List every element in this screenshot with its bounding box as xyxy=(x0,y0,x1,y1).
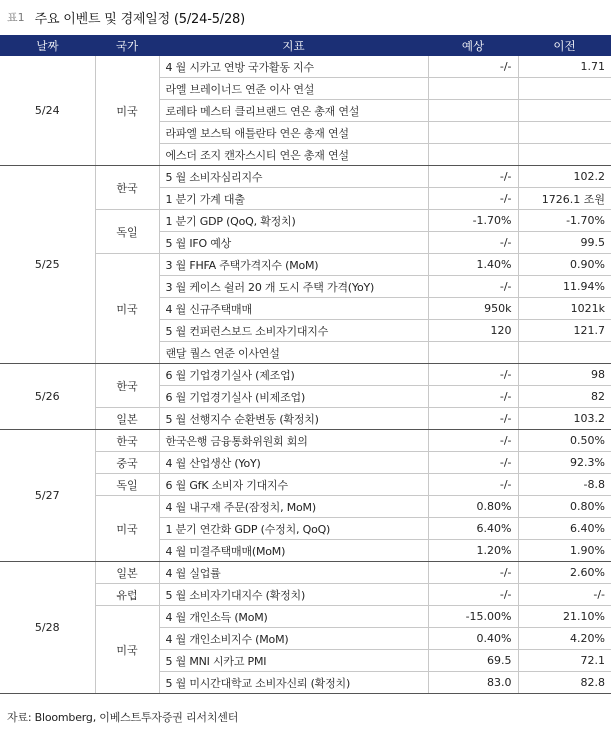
expected-cell: -/- xyxy=(428,562,518,584)
expected-cell: -/- xyxy=(428,364,518,386)
expected-cell: 6.40% xyxy=(428,518,518,540)
expected-cell: 83.0 xyxy=(428,672,518,694)
previous-cell: -/- xyxy=(518,584,611,606)
previous-cell: 0.90% xyxy=(518,254,611,276)
expected-cell: -/- xyxy=(428,188,518,210)
indicator-cell: 1 분기 가계 대출 xyxy=(159,188,428,210)
country-cell: 일본 xyxy=(95,408,159,430)
previous-cell: 2.60% xyxy=(518,562,611,584)
date-cell: 5/26 xyxy=(0,364,95,430)
expected-cell xyxy=(428,122,518,144)
expected-cell xyxy=(428,144,518,166)
previous-cell xyxy=(518,78,611,100)
indicator-cell: 4 월 신규주택매매 xyxy=(159,298,428,320)
event-schedule-table xyxy=(0,35,611,694)
country-cell: 미국 xyxy=(95,254,159,364)
previous-cell: 99.5 xyxy=(518,232,611,254)
expected-cell: 950k xyxy=(428,298,518,320)
indicator-cell: 4 월 개인소득 (MoM) xyxy=(159,606,428,628)
table-row xyxy=(0,166,611,188)
previous-cell: 1021k xyxy=(518,298,611,320)
indicator-cell: 4 월 미결주택매매(MoM) xyxy=(159,540,428,562)
country-cell: 한국 xyxy=(95,430,159,452)
indicator-cell: 4 월 개인소비지수 (MoM) xyxy=(159,628,428,650)
indicator-cell: 4 월 내구재 주문(잠정치, MoM) xyxy=(159,496,428,518)
indicator-cell: 6 월 기업경기실사 (제조업) xyxy=(159,364,428,386)
expected-cell: -15.00% xyxy=(428,606,518,628)
indicator-cell: 3 월 케이스 쉴러 20 개 도시 주택 가격(YoY) xyxy=(159,276,428,298)
previous-cell: 102.2 xyxy=(518,166,611,188)
previous-cell xyxy=(518,342,611,364)
previous-cell: 82 xyxy=(518,386,611,408)
expected-cell: 1.20% xyxy=(428,540,518,562)
expected-cell xyxy=(428,342,518,364)
indicator-cell: 6 월 GfK 소비자 기대지수 xyxy=(159,474,428,496)
table-row xyxy=(0,562,611,584)
previous-cell xyxy=(518,144,611,166)
previous-cell: 6.40% xyxy=(518,518,611,540)
indicator-cell: 5 월 MNI 시카고 PMI xyxy=(159,650,428,672)
header-country: 국가 xyxy=(95,35,159,56)
header-row xyxy=(0,35,611,56)
expected-cell: -/- xyxy=(428,276,518,298)
indicator-cell: 4 월 실업률 xyxy=(159,562,428,584)
indicator-cell: 에스더 조지 캔자스시티 연은 총재 연설 xyxy=(159,144,428,166)
indicator-cell: 5 월 소비자기대지수 (확정치) xyxy=(159,584,428,606)
date-cell: 5/25 xyxy=(0,166,95,364)
expected-cell: 0.80% xyxy=(428,496,518,518)
table-row xyxy=(0,430,611,452)
indicator-cell: 1 분기 연간화 GDP (수정치, QoQ) xyxy=(159,518,428,540)
country-cell: 독일 xyxy=(95,210,159,254)
expected-cell: -/- xyxy=(428,232,518,254)
indicator-cell: 라엘 브레이너드 연준 이사 연설 xyxy=(159,78,428,100)
previous-cell: 1.71 xyxy=(518,56,611,78)
expected-cell: 120 xyxy=(428,320,518,342)
previous-cell: 121.7 xyxy=(518,320,611,342)
previous-cell: 0.80% xyxy=(518,496,611,518)
previous-cell: 0.50% xyxy=(518,430,611,452)
previous-cell xyxy=(518,122,611,144)
country-cell: 한국 xyxy=(95,166,159,210)
indicator-cell: 랜달 퀄스 연준 이사연설 xyxy=(159,342,428,364)
country-cell: 중국 xyxy=(95,452,159,474)
expected-cell: -/- xyxy=(428,584,518,606)
indicator-cell: 3 월 FHFA 주택가격지수 (MoM) xyxy=(159,254,428,276)
indicator-cell: 5 월 미시간대학교 소비자신뢰 (확정치) xyxy=(159,672,428,694)
previous-cell: 1.90% xyxy=(518,540,611,562)
expected-cell: -/- xyxy=(428,386,518,408)
table-title: 주요 이벤트 및 경제일정 (5/24-5/28) xyxy=(34,11,245,27)
expected-cell: -/- xyxy=(428,166,518,188)
previous-cell: 92.3% xyxy=(518,452,611,474)
indicator-cell: 5 월 컨퍼런스보드 소비자기대지수 xyxy=(159,320,428,342)
expected-cell: -/- xyxy=(428,408,518,430)
expected-cell: 1.40% xyxy=(428,254,518,276)
table-caption xyxy=(7,6,245,28)
indicator-cell: 4 월 시카고 연방 국가활동 지수 xyxy=(159,56,428,78)
previous-cell: 72.1 xyxy=(518,650,611,672)
table-row xyxy=(0,364,611,386)
indicator-cell: 1 분기 GDP (QoQ, 확정치) xyxy=(159,210,428,232)
expected-cell xyxy=(428,78,518,100)
previous-cell: 4.20% xyxy=(518,628,611,650)
indicator-cell: 4 월 산업생산 (YoY) xyxy=(159,452,428,474)
previous-cell: 21.10% xyxy=(518,606,611,628)
indicator-cell: 한국은행 금융통화위원회 회의 xyxy=(159,430,428,452)
indicator-cell: 5 월 소비자심리지수 xyxy=(159,166,428,188)
header-indicator: 지표 xyxy=(159,35,428,56)
header-date: 날짜 xyxy=(0,35,95,56)
indicator-cell: 로레타 메스터 클리브랜드 연은 총재 연설 xyxy=(159,100,428,122)
indicator-cell: 5 월 IFO 예상 xyxy=(159,232,428,254)
previous-cell: 11.94% xyxy=(518,276,611,298)
table-row xyxy=(0,56,611,78)
indicator-cell: 라파엘 보스틱 애틀란타 연은 총재 연설 xyxy=(159,122,428,144)
previous-cell: -8.8 xyxy=(518,474,611,496)
table-number: 표1 xyxy=(7,11,25,24)
country-cell: 일본 xyxy=(95,562,159,584)
expected-cell: -/- xyxy=(428,452,518,474)
previous-cell: 1726.1 조원 xyxy=(518,188,611,210)
table-body xyxy=(0,56,611,694)
header-expected: 예상 xyxy=(428,35,518,56)
expected-cell: -/- xyxy=(428,474,518,496)
date-cell: 5/28 xyxy=(0,562,95,694)
indicator-cell: 6 월 기업경기실사 (비제조업) xyxy=(159,386,428,408)
previous-cell xyxy=(518,100,611,122)
expected-cell: -1.70% xyxy=(428,210,518,232)
expected-cell: 0.40% xyxy=(428,628,518,650)
expected-cell: -/- xyxy=(428,430,518,452)
expected-cell: 69.5 xyxy=(428,650,518,672)
country-cell: 미국 xyxy=(95,496,159,562)
country-cell: 미국 xyxy=(95,606,159,694)
previous-cell: 82.8 xyxy=(518,672,611,694)
expected-cell: -/- xyxy=(428,56,518,78)
previous-cell: -1.70% xyxy=(518,210,611,232)
indicator-cell: 5 월 선행지수 순환변동 (확정치) xyxy=(159,408,428,430)
date-cell: 5/27 xyxy=(0,430,95,562)
source-note: 자료: Bloomberg, 이베스트투자증권 리서치센터 xyxy=(7,711,239,724)
country-cell: 한국 xyxy=(95,364,159,408)
country-cell: 미국 xyxy=(95,56,159,166)
country-cell: 유럽 xyxy=(95,584,159,606)
previous-cell: 103.2 xyxy=(518,408,611,430)
header-previous: 이전 xyxy=(518,35,611,56)
expected-cell xyxy=(428,100,518,122)
date-cell: 5/24 xyxy=(0,56,95,166)
previous-cell: 98 xyxy=(518,364,611,386)
country-cell: 독일 xyxy=(95,474,159,496)
